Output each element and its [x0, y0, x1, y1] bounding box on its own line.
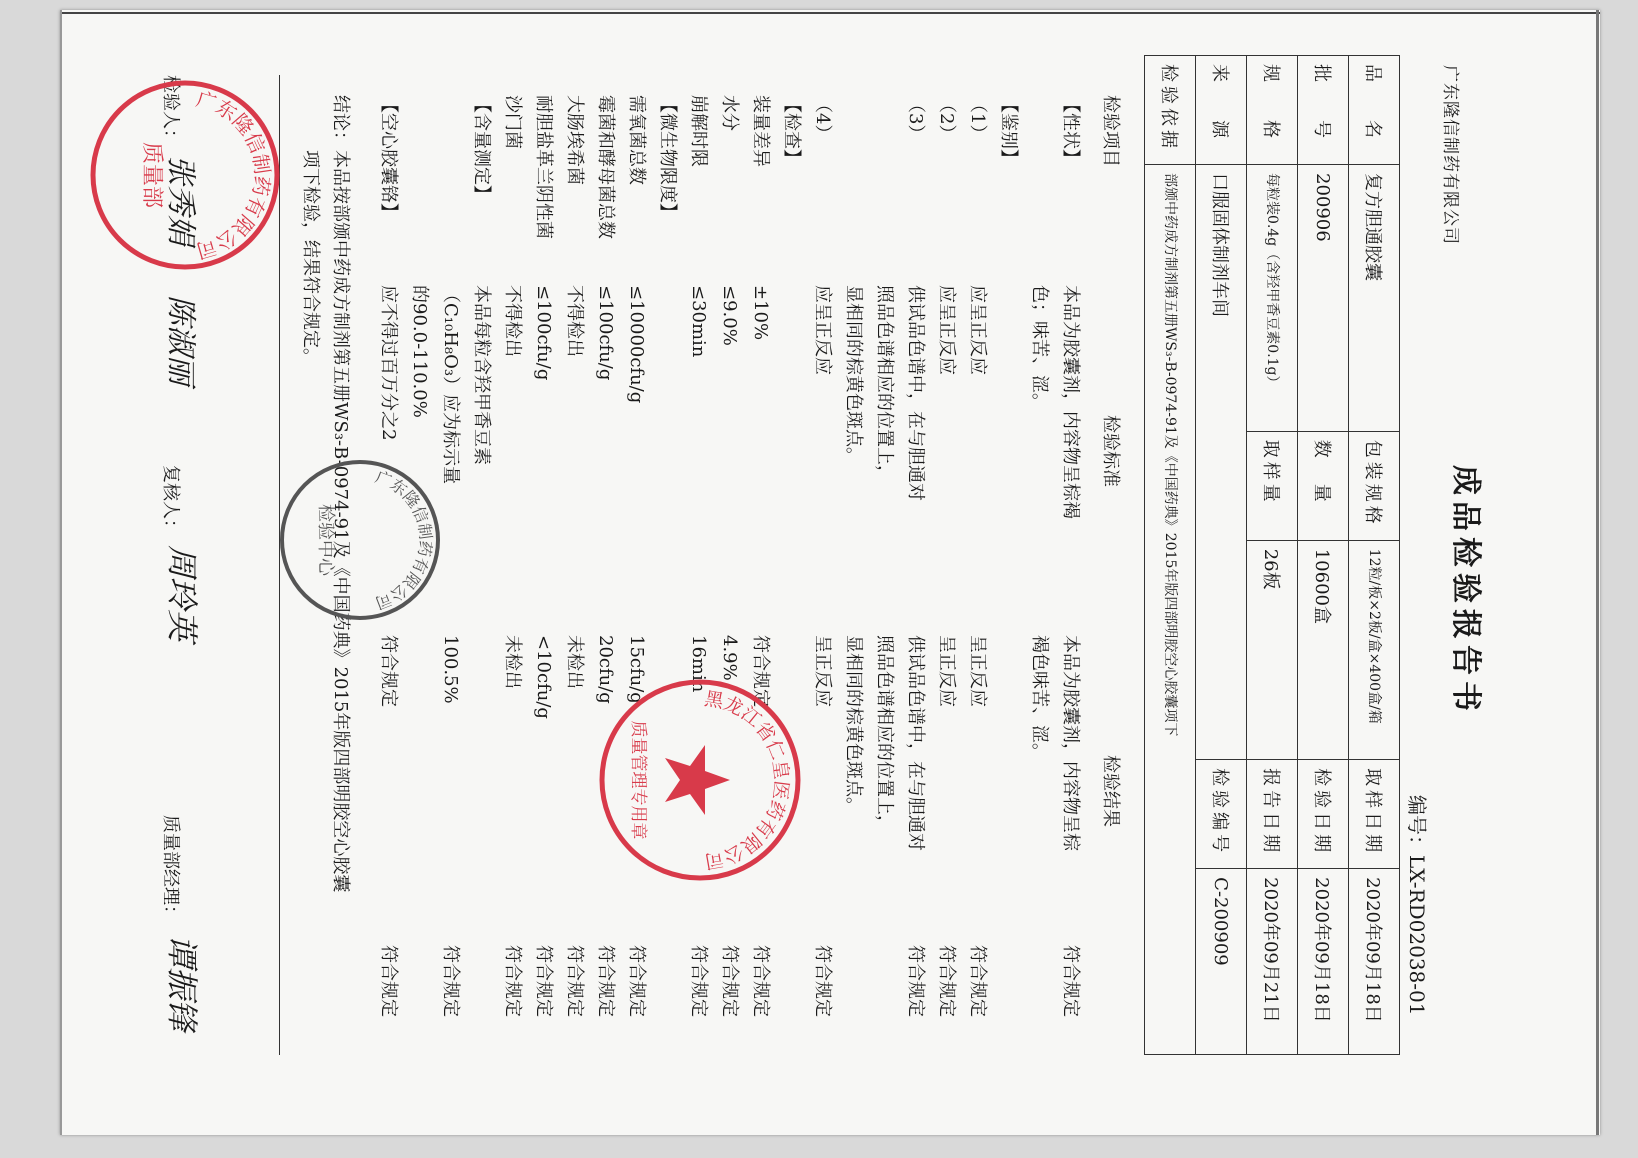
row-standard: 色；味苦、涩。 [1029, 285, 1050, 411]
batch-value: 200906 [1298, 165, 1349, 432]
row-standard: 的90.0-110.0% [409, 285, 430, 418]
column-header-standard: 检验标准 [1100, 415, 1121, 487]
row-verdict: 符合规定 [936, 945, 957, 1017]
svg-text:广东隆信制药有限公司 [373, 467, 436, 613]
row-standard: 不得检出 [564, 285, 585, 357]
row-result: 呈正反应 [812, 635, 833, 707]
row-verdict: 符合规定 [1060, 945, 1081, 1017]
row-verdict: 符合规定 [905, 945, 926, 1017]
star-icon [665, 745, 730, 815]
row-verdict: 符合规定 [595, 945, 616, 1017]
quantity-value: 10600盒 [1298, 540, 1349, 759]
info-row [1298, 56, 1349, 1055]
sample-date-value: 2020年09月18日 [1349, 869, 1400, 1055]
source-value: 口服固体制剂车间 [1196, 165, 1247, 760]
inspect-date-value: 2020年09月18日 [1298, 869, 1349, 1055]
row-verdict: 符合规定 [533, 945, 554, 1017]
row-item: （4） [812, 95, 833, 143]
package-value: 12粒/板×2板/盒×400盒/箱 [1349, 540, 1400, 759]
row-verdict: 符合规定 [719, 945, 740, 1017]
svg-text:广东隆信制药有限公司 [193, 87, 274, 264]
row-item: 【检查】 [781, 95, 802, 167]
source-label: 来 源 [1196, 56, 1247, 165]
row-verdict: 符合规定 [812, 945, 833, 1017]
row-item: 【鉴别】 [998, 95, 1019, 167]
row-verdict: 符合规定 [626, 945, 647, 1017]
sample-qty-label: 取样量 [1247, 431, 1298, 540]
row-standard: （C₁₀H₈O₃）应为标示量 [440, 285, 461, 485]
row-item: 【含量测定】 [471, 95, 492, 203]
basis-label: 检验依据 [1145, 56, 1196, 165]
package-label: 包装规格 [1349, 431, 1400, 540]
stamp2-center-text: 检验中心 [315, 504, 336, 576]
row-result: 呈正反应 [936, 635, 957, 707]
row-verdict: 符合规定 [378, 945, 399, 1017]
row-result: 照品色谱相应的位置上， [874, 635, 895, 833]
spec-value: 每粒装0.4g（含羟甲香豆素0.1g） [1247, 165, 1298, 432]
row-item: 水分 [719, 95, 740, 131]
page-edge-line [60, 12, 1600, 14]
rotated-report [15, 35, 1505, 1095]
stamp3-ring-text: 黑龙江省仁皇医药有限公司 [702, 687, 793, 873]
row-standard: 应不得过百万分之2 [378, 285, 399, 441]
row-item: 装量差异 [750, 95, 771, 167]
sample-qty-value: 26板 [1247, 540, 1298, 759]
row-standard: ≤10000cfu/g [626, 285, 647, 404]
row-standard: ≤9.0% [719, 285, 740, 346]
sample-date-label: 取样日期 [1349, 760, 1400, 869]
row-item: 需氧菌总数 [626, 95, 647, 185]
quantity-label: 数 量 [1298, 431, 1349, 540]
row-item: 大肠埃希菌 [564, 95, 585, 185]
row-verdict: 符合规定 [750, 945, 771, 1017]
manager-label: 质量部经理： [160, 815, 181, 923]
company-inspection-stamp [271, 455, 445, 625]
product-name-label: 品 名 [1349, 56, 1400, 165]
stamp2-ring-text: 广东隆信制药有限公司 [372, 467, 436, 613]
inspector-label: 检验人： [160, 75, 181, 147]
inspect-no-value: C-200909 [1196, 869, 1247, 1055]
row-item: 【微生物限度】 [657, 95, 678, 221]
row-item: （3） [905, 95, 926, 143]
row-standard: ±10% [750, 285, 771, 341]
row-result: 符合规定 [750, 635, 771, 707]
row-result: 显相同的棕黄色斑点。 [843, 635, 864, 815]
row-verdict: 符合规定 [502, 945, 523, 1017]
inspect-no-label: 检验编号 [1196, 760, 1247, 869]
row-result: 本品为胶囊剂，内容物呈棕 [1060, 635, 1081, 851]
row-standard: 照品色谱相应的位置上， [874, 285, 895, 483]
conclusion-line-2: 项下检验，结果符合规定。 [300, 150, 321, 366]
info-row [1247, 56, 1298, 1055]
conclusion-line-1: 本品按部颁中药成方制剂第五册WS₃-B-0974-91及《中国药典》2015年版四部明胶空心胶囊 [330, 150, 351, 893]
row-result: 100.5% [440, 635, 461, 704]
inspector-signature: 张秀娟 [163, 155, 198, 245]
stamp3-center-text: 质量管理专用章 [628, 720, 648, 840]
reviewer-label: 复核人： [160, 465, 181, 537]
row-item: 【空心胶囊铬】 [378, 95, 399, 221]
row-verdict: 符合规定 [440, 945, 461, 1017]
row-standard: 应呈正反应 [812, 285, 833, 375]
report-date-value: 2020年09月21日 [1247, 869, 1298, 1055]
info-row [1196, 56, 1247, 1055]
manager-signature: 谭振锋 [163, 935, 201, 1032]
report-date-label: 报告日期 [1247, 760, 1298, 869]
stamp1-ring-text: 广东隆信制药有限公司 [193, 86, 275, 264]
row-verdict: 符合规定 [564, 945, 585, 1017]
inspect-date-label: 检验日期 [1298, 760, 1349, 869]
row-item: 沙门菌 [502, 95, 523, 149]
row-item: 崩解时限 [688, 95, 709, 167]
row-result: 未检出 [564, 635, 585, 689]
column-header-item: 检验项目 [1100, 95, 1121, 167]
inspector-signature-2: 陈淑丽 [163, 295, 198, 385]
row-verdict: 符合规定 [967, 945, 988, 1017]
page-right-edge [1596, 10, 1599, 1135]
basis-value: 部颁中药成方制剂第五册WS₃-B-0974-91及《中国药典》2015年版四部明胶空心胶囊项下 [1145, 165, 1196, 1055]
row-result: 16min [688, 635, 709, 693]
row-standard: ≤100cfu/g [595, 285, 616, 381]
row-standard: 供试品色谱中，在与胆通对 [905, 285, 926, 501]
row-item: 耐胆盐革兰阴性菌 [533, 95, 554, 239]
column-header-result: 检验结果 [1100, 755, 1121, 827]
spec-label: 规 格 [1247, 56, 1298, 165]
row-item: 【性状】 [1060, 95, 1081, 167]
row-result: 褐色味苦、涩。 [1029, 635, 1050, 761]
row-result: 20cfu/g [595, 635, 616, 704]
conclusion-label: 结论： [330, 95, 351, 149]
report-title: 成品检验报告书 [1448, 465, 1483, 717]
row-result: 15cfu/g [626, 635, 647, 704]
row-item: （2） [936, 95, 957, 143]
row-result: <10cfu/g [533, 635, 554, 719]
row-verdict: 符合规定 [688, 945, 709, 1017]
row-result: 符合规定 [378, 635, 399, 707]
product-name-value: 复方胆通胶囊 [1349, 165, 1400, 432]
row-result: 供试品色谱中，在与胆通对 [905, 635, 926, 851]
company-name: 广东隆信制药有限公司 [1440, 65, 1460, 245]
batch-label: 批 号 [1298, 56, 1349, 165]
row-standard: 应呈正反应 [936, 285, 957, 375]
row-standard: 不得检出 [502, 285, 523, 357]
row-standard: ≤100cfu/g [533, 285, 554, 381]
row-result: 未检出 [502, 635, 523, 689]
serial-number: 编号：LX-RD02038-01 [1405, 795, 1429, 1016]
reviewer-signature: 周玲英 [163, 545, 201, 642]
info-row [1349, 56, 1400, 1055]
row-standard: ≤30min [688, 285, 709, 358]
stamp1-center-text: 质量部 [139, 141, 164, 209]
row-standard: 本品每粒含羟甲香豆素 [471, 285, 492, 465]
row-result: 呈正反应 [967, 635, 988, 707]
row-item: 霉菌和酵母菌总数 [595, 95, 616, 239]
customer-qa-stamp [591, 675, 805, 885]
company-qa-stamp [81, 75, 285, 275]
info-row [1145, 56, 1196, 1055]
row-standard: 应呈正反应 [967, 285, 988, 375]
row-standard: 显相同的棕黄色斑点。 [843, 285, 864, 465]
row-item: （1） [967, 95, 988, 143]
info-table [1144, 55, 1400, 1055]
row-standard: 本品为胶囊剂，内容物呈棕褐 [1060, 285, 1081, 519]
row-result: 4.9% [719, 635, 740, 681]
